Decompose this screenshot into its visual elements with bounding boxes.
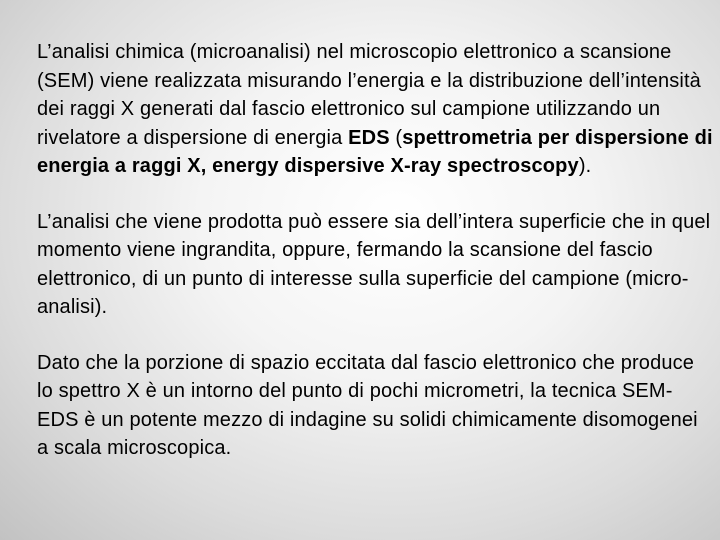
paragraph-sem-eds-definition [37, 38, 713, 181]
paragraph-technique-scale [37, 349, 713, 463]
paragraph-text: L’analisi che viene prodotta può essere sia dell’intera superficie che in quel momento viene ingrandita, oppure, fermando la scansione del fascio elettronico, di un punto di interesse sulla superficie del campione (micro-analisi). [37, 210, 711, 318]
eds-full-name: spettrometria per dispersione di energia a raggi X, energy dispersive X-ray spectroscopy [37, 126, 713, 177]
paragraph-text: ). [578, 155, 592, 177]
eds-acronym: EDS [348, 126, 390, 149]
slide-body [37, 38, 713, 463]
paragraph-text: ( [389, 126, 403, 149]
paragraph-analysis-modes [37, 208, 713, 322]
paragraph-text: L’analisi chimica (microanalisi) nel microscopio elettronico a scansione (SEM) viene realizzata misurando l’energia e la distribuzione dell’intensità dei raggi X generati dal fascio elettronico sul campione utilizzando un rivelatore a dispersione di energia [37, 41, 701, 149]
paragraph-text: Dato che la porzione di spazio eccitata dal fascio elettronico che produce lo spettro X è un intorno del punto di pochi micrometri, la tecnica SEM-EDS è un potente mezzo di indagine su solidi chimicamente disomogenei a scala microscopica. [37, 351, 698, 459]
